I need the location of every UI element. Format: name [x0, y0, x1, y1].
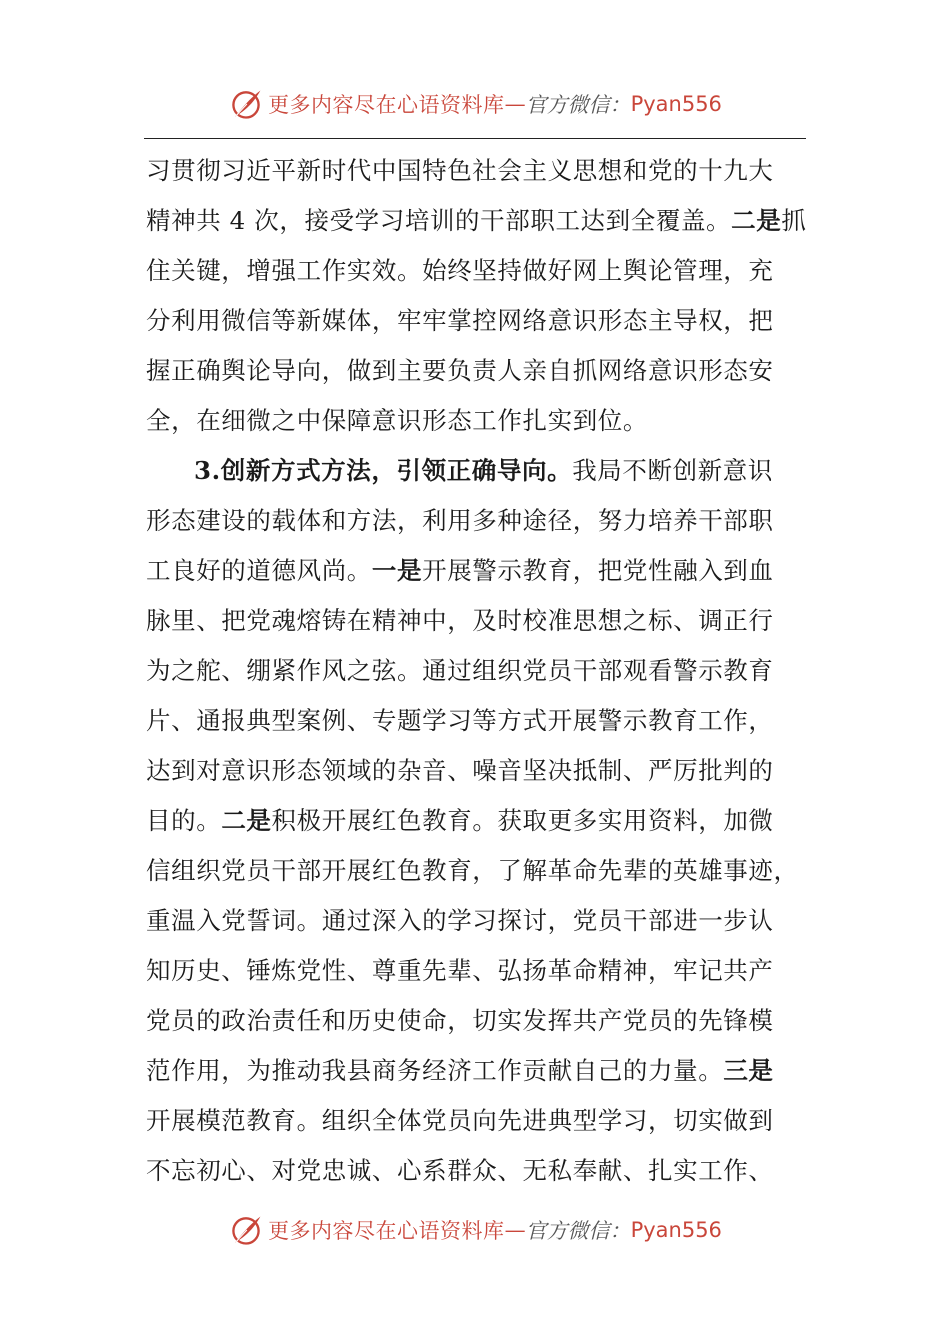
text-line — [146, 596, 808, 646]
text-line — [146, 246, 808, 296]
text-line — [146, 546, 808, 596]
banner-official-label: 官方微信： — [525, 1219, 631, 1243]
text-segment: 全，在细微之中保障意识形态工作扎实到位。 — [146, 406, 648, 435]
quill-pen-logo-icon — [228, 86, 264, 122]
text-line — [146, 646, 808, 696]
text-line — [146, 196, 808, 246]
text-line — [146, 696, 808, 746]
text-segment: 分利用微信等新媒体，牢牢掌控网络意识形态主导权，把 — [146, 306, 774, 335]
text-line — [146, 1146, 808, 1196]
bold-text-segment: 二是 — [731, 206, 782, 235]
text-segment: 脉里、把党魂熔铸在精神中，及时校准思想之标、调正行 — [146, 606, 774, 635]
text-segment: 积极开展红色教育。获取更多实用资料，加微 — [271, 806, 774, 835]
text-segment: 信组织党员干部开展红色教育，了解革命先辈的英雄事迹， — [146, 856, 799, 885]
banner-separator: — — [504, 92, 526, 116]
quill-pen-logo-icon — [228, 1212, 264, 1248]
document-body — [146, 146, 808, 1196]
bold-text-segment: 三是 — [723, 1056, 774, 1085]
footer-banner — [0, 1208, 950, 1252]
text-segment: 工良好的道德风尚。 — [146, 556, 372, 585]
text-segment: 开展警示教育，把党性融入到血 — [422, 556, 774, 585]
text-segment: 抓 — [781, 206, 807, 235]
text-segment: 住关键，增强工作实效。始终坚持做好网上舆论管理，充 — [146, 256, 774, 285]
text-line — [146, 296, 808, 346]
text-segment: 达到对意识形态领域的杂音、噪音坚决抵制、严厉批判的 — [146, 756, 774, 785]
bold-text-segment: 二是 — [221, 806, 272, 835]
text-line — [146, 996, 808, 1046]
banner-text: 更多内容尽在心语资料库 — [268, 1219, 505, 1243]
text-line — [146, 446, 808, 496]
text-line — [146, 846, 808, 896]
text-line — [146, 346, 808, 396]
text-segment: 形态建设的载体和方法，利用多种途径，努力培养干部职 — [146, 506, 774, 535]
text-line — [146, 396, 808, 446]
text-segment: 我局不断创新意识 — [572, 456, 773, 485]
banner-wechat-id: Pyan556 — [630, 92, 722, 116]
text-line — [146, 946, 808, 996]
text-line — [146, 146, 808, 196]
text-segment: 片、通报典型案例、专题学习等方式开展警示教育工作， — [146, 706, 774, 735]
header-divider — [144, 138, 806, 139]
text-segment: 重温入党誓词。通过深入的学习探讨，党员干部进一步认 — [146, 906, 774, 935]
text-line — [146, 896, 808, 946]
text-segment: 知历史、锤炼党性、尊重先辈、弘扬革命精神，牢记共产 — [146, 956, 774, 985]
text-line — [146, 1046, 808, 1096]
bold-text-segment: 一是 — [371, 556, 423, 585]
banner-separator: — — [504, 1218, 526, 1242]
text-line — [146, 496, 808, 546]
text-segment: 不忘初心、对党忠诚、心系群众、无私奉献、扎实工作、 — [146, 1156, 774, 1185]
text-segment: 开展模范教育。组织全体党员向先进典型学习，切实做到 — [146, 1106, 774, 1135]
text-segment: 精神共 4 次，接受学习培训的干部职工达到全覆盖。 — [146, 206, 732, 235]
banner-wechat-id: Pyan556 — [630, 1218, 722, 1242]
header-banner — [0, 82, 950, 126]
text-line — [146, 1096, 808, 1146]
banner-official-label: 官方微信： — [525, 93, 631, 117]
text-line — [146, 796, 808, 846]
text-segment: 为之舵、绷紧作风之弦。通过组织党员干部观看警示教育 — [146, 656, 774, 685]
bold-text-segment: 3.创新方式方法，引领正确导向。 — [194, 456, 573, 485]
text-segment: 党员的政治责任和历史使命，切实发挥共产党员的先锋模 — [146, 1006, 774, 1035]
text-segment: 目的。 — [146, 806, 222, 835]
text-segment: 习贯彻习近平新时代中国特色社会主义思想和党的十九大 — [146, 156, 774, 185]
banner-text: 更多内容尽在心语资料库 — [268, 93, 505, 117]
text-segment: 握正确舆论导向，做到主要负责人亲自抓网络意识形态安 — [146, 356, 774, 385]
text-line — [146, 746, 808, 796]
text-segment: 范作用，为推动我县商务经济工作贡献自己的力量。 — [146, 1056, 724, 1085]
